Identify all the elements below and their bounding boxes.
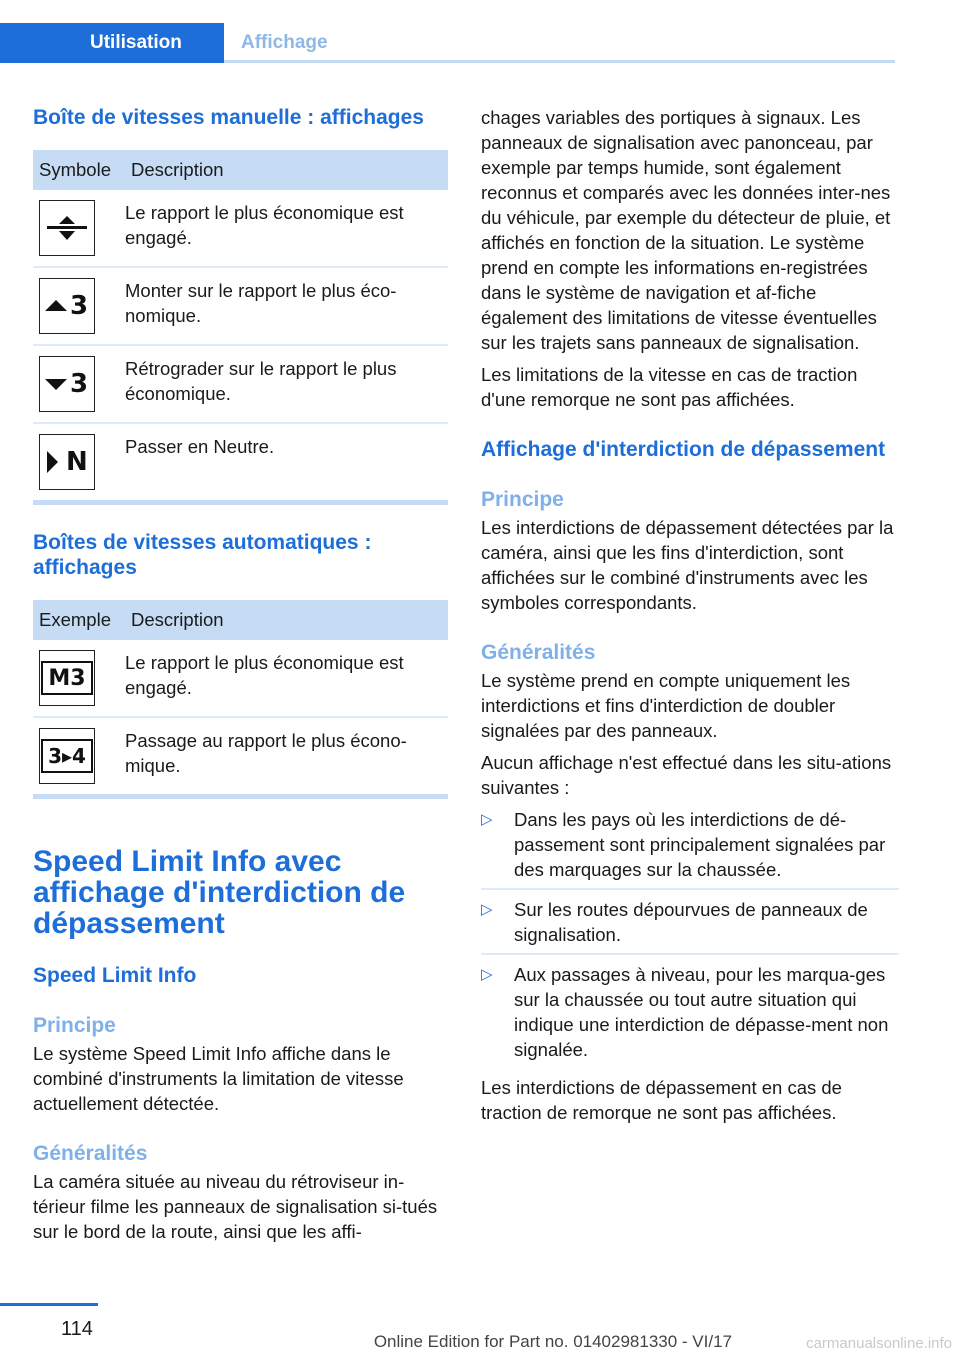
gear-number: 3 — [70, 368, 89, 399]
table-row — [33, 717, 448, 794]
table-row — [33, 640, 448, 717]
list-item-text: Sur les routes dépourvues de panneaux de signalisation. — [514, 899, 868, 945]
table-row — [33, 267, 448, 345]
generalites-paragraph: La caméra située au niveau du rétroviseur in-térieur filme les panneaux de signalisation si-tués sur le bord de la route, ainsi que les affi- — [33, 1171, 438, 1242]
table-end-rule — [33, 794, 448, 799]
generalites-heading: Généralités — [33, 1142, 148, 1165]
triangle-bullet-icon: ▷ — [481, 811, 493, 828]
generalites-heading: Généralités — [481, 641, 596, 664]
table-end-rule — [33, 500, 448, 505]
table-row — [33, 423, 448, 500]
generalites-paragraph: Le système prend en compte uniquement les interdictions et fins d'interdiction de doubler signalées par des panneaux. — [481, 670, 851, 741]
principe-heading: Principe — [33, 1014, 116, 1037]
overtaking-display-heading: Affichage d'interdiction de dépassement — [481, 438, 886, 461]
edition-note: Online Edition for Part no. 01402981330 - VI/17 — [373, 1332, 732, 1351]
left-column — [33, 105, 448, 1244]
chapter-header — [0, 23, 895, 63]
speed-limit-info-heading: Speed Limit Info — [33, 964, 197, 987]
table-cell-description: Passer en Neutre. — [125, 436, 275, 457]
trailer-overtaking-paragraph: Les interdictions de dépassement en cas de traction de remorque ne sont pas affichées. — [481, 1077, 842, 1123]
manual-mode-icon — [39, 650, 95, 706]
principe-paragraph: Les interdictions de dépassement détectées par la caméra, ainsi que les fins d'interdiction, sont affichées sur le combiné d'instruments avec les symboles correspondants. — [481, 517, 894, 613]
shift-3-4-icon — [39, 728, 95, 784]
list-item — [481, 962, 899, 1068]
upshift-icon — [39, 278, 95, 334]
no-display-list — [481, 807, 899, 1068]
tab-utilisation-label: Utilisation — [90, 32, 182, 53]
table-cell-description: Passage au rapport le plus écono-mique. — [125, 730, 407, 776]
gear-shift-text: 3▸4 — [41, 739, 93, 773]
right-column — [481, 105, 899, 1125]
page-number: 114 — [61, 1318, 93, 1340]
table-cell-description: Le rapport le plus économique est engagé. — [125, 190, 448, 267]
tab-affichage[interactable]: Affichage — [241, 32, 328, 53]
gear-letter: N — [66, 446, 88, 477]
no-display-intro: Aucun affichage n'est effectué dans les situ-ations suivantes : — [481, 752, 892, 798]
table-cell-description: Le rapport le plus économique est engagé. — [125, 640, 448, 717]
table-row — [33, 190, 448, 267]
table-header-example: Exemple — [33, 600, 125, 640]
table-row — [33, 345, 448, 423]
gear-number: 3 — [70, 290, 89, 321]
gear-mode-text: M3 — [41, 661, 93, 695]
automatic-gearbox-table — [33, 600, 448, 794]
table-cell-description: Rétrograder sur le rapport le plus économique. — [125, 345, 448, 423]
gear-economy-icon — [39, 200, 95, 256]
principe-paragraph: Le système Speed Limit Info affiche dans le combiné d'instruments la limitation de vitesse actuellement détectée. — [33, 1043, 404, 1114]
table-header-symbol: Symbole — [33, 150, 125, 190]
footer-rule — [0, 1303, 98, 1306]
manual-gearbox-heading: Boîte de vitesses manuelle : affichages — [33, 106, 424, 129]
neutral-icon — [39, 434, 95, 490]
list-item-text: Aux passages à niveau, pour les marqua-ges sur la chaussée ou tout autre situation qui indique une interdiction de dépasse-ment non signalée. — [514, 964, 889, 1060]
downshift-icon — [39, 356, 95, 412]
triangle-bullet-icon: ▷ — [481, 901, 493, 918]
table-header-description: Description — [125, 150, 448, 190]
speed-limit-section-title: Speed Limit Info avec affichage d'interdiction de dépassement — [33, 845, 406, 940]
table-header-description: Description — [125, 600, 448, 640]
list-item — [481, 807, 899, 890]
list-item-text: Dans les pays où les interdictions de dé-passement sont principalement signalées par des marquages sur la chaussée. — [514, 809, 886, 880]
table-cell-description: Monter sur le rapport le plus éco-nomique. — [125, 267, 448, 345]
trailer-speed-paragraph: Les limitations de la vitesse en cas de traction d'une remorque ne sont pas affichées. — [481, 364, 858, 410]
automatic-gearbox-heading: Boîtes de vitesses automatiques : affichages — [33, 531, 372, 579]
principe-heading: Principe — [481, 488, 564, 511]
list-item — [481, 897, 899, 955]
tab-utilisation[interactable] — [0, 23, 224, 63]
camera-paragraph-continued: chages variables des portiques à signaux. Les panneaux de signalisation avec panonceau, par exemple par temps humide, sont également reconnus et comparés avec les données inter-nes du véhicule, par exemple du détecteur de pluie, et affichés en fonction de la situation. Le système prend en compte les informations en-registrées dans le système de navigation et af-fiche également des limitations de vitesse éventuelles sur les trajets sans panneaux de signalisation. — [481, 107, 891, 353]
triangle-bullet-icon: ▷ — [481, 966, 493, 983]
manual-gearbox-table — [33, 150, 448, 500]
watermark: carmanualsonline.info — [806, 1335, 952, 1352]
